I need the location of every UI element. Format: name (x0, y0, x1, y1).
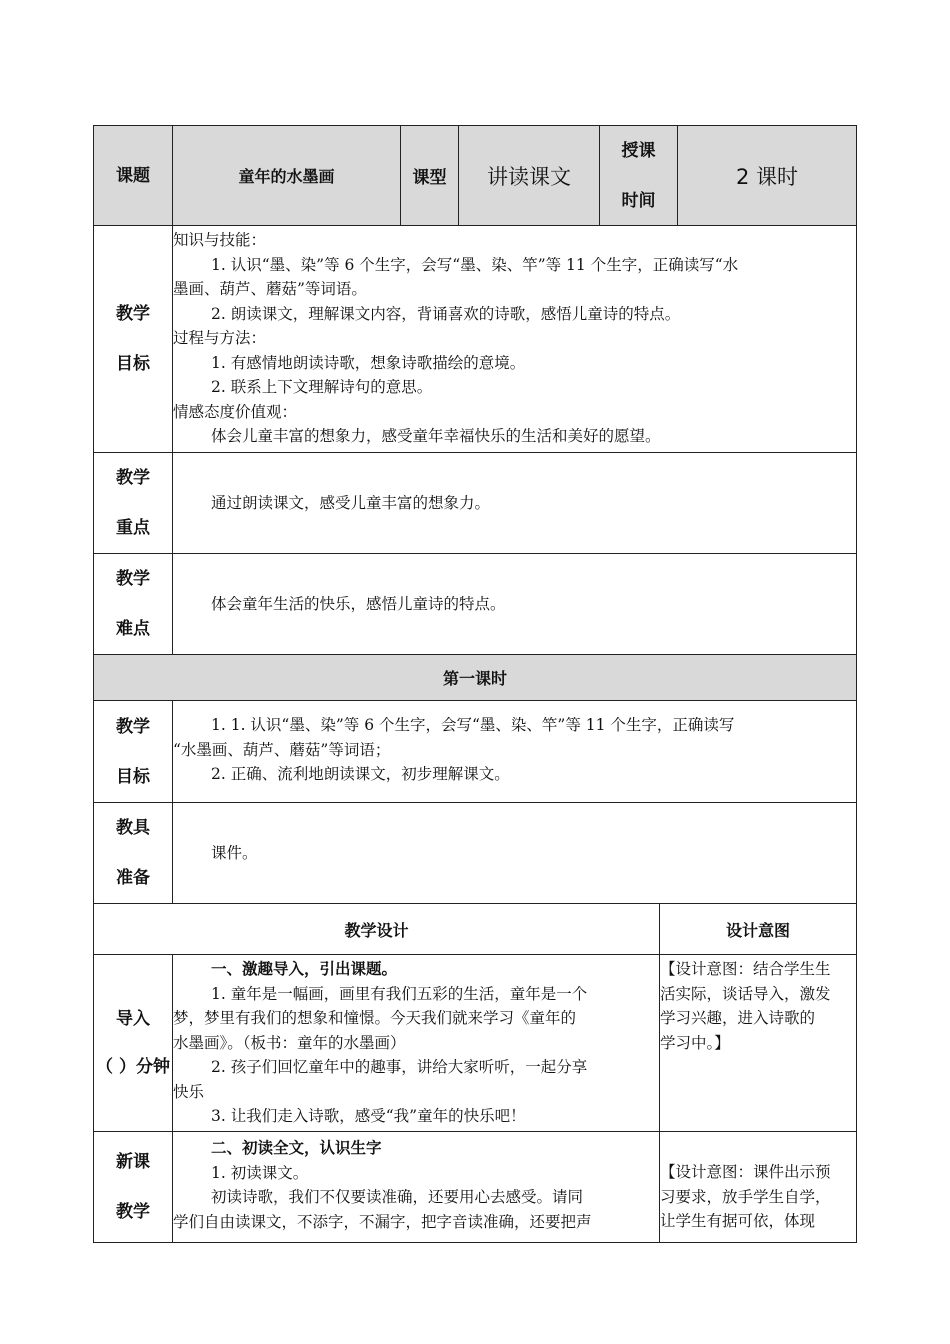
intent-line: 习要求，放手学生自学， (660, 1187, 831, 1206)
new-lesson-heading: 二、初读全文，认识生字 (211, 1138, 382, 1157)
topic-label: 课题 (94, 126, 173, 225)
tools-content (173, 803, 856, 903)
intro-row (93, 955, 857, 1132)
intent-line: 活实际，谈话导入，激发 (660, 984, 831, 1003)
difficulties-row (93, 554, 857, 655)
new-lesson-label: 新课 教学 (94, 1132, 173, 1242)
new-lesson-content (173, 1132, 660, 1242)
new-lesson-line: 学们自由读课文，不添字，不漏字，把字音读准确，还要把声 (173, 1212, 592, 1231)
intent-line: 【设计意图：课件出示预 (660, 1163, 831, 1181)
key-points-content (173, 453, 856, 553)
goals-content (173, 226, 856, 452)
difficulties-label: 教学 难点 (94, 554, 173, 654)
key-points-label: 教学 重点 (94, 453, 173, 553)
intent-line: 让学生有据可依，体现 (660, 1212, 816, 1230)
intro-line: 1. 童年是一幅画，画里有我们五彩的生活，童年是一个 (211, 984, 588, 1003)
type-label: 课型 (401, 126, 459, 225)
difficulties-text: 体会童年生活的快乐，感悟儿童诗的特点。 (211, 594, 506, 613)
new-lesson-line: 初读诗歌，我们不仅要读准确，还要用心去感受。请同 (211, 1188, 584, 1206)
header-row (93, 125, 857, 226)
time-value: 2 课时 (735, 164, 799, 189)
tools-row (93, 803, 857, 904)
design-header-right: 设计意图 (725, 920, 790, 940)
goals-line: 2. 朗读课文，理解课文内容，背诵喜欢的诗歌，感悟儿童诗的特点。 (211, 304, 681, 323)
new-lesson-line: 1. 初读课文。 (211, 1163, 309, 1182)
intro-line: 水墨画》。（板书：童年的水墨画） (173, 1033, 406, 1052)
difficulties-content (173, 554, 856, 654)
intro-line: 3. 让我们走入诗歌，感受“我”童年的快乐吧！ (211, 1107, 526, 1125)
goals-line: 过程与方法： (173, 329, 267, 347)
intro-heading: 一、激趣导入，引出课题。 (211, 959, 398, 978)
intro-content (173, 955, 660, 1131)
design-header-left: 教学设计 (94, 904, 660, 954)
lesson-goals-row (93, 701, 857, 803)
new-lesson-intent (660, 1132, 856, 1242)
topic-value: 童年的水墨画 (173, 126, 401, 225)
lesson-goals-line: 1. 1. 认识“墨、染”等 6 个生字，会写“墨、染、竿”等 11 个生字，正确读写 (211, 716, 735, 734)
intro-intent (660, 955, 856, 1131)
tools-text: 课件。 (211, 843, 258, 862)
lesson-goals-line: 2. 正确、流利地朗读课文，初步理解课文。 (211, 765, 510, 783)
goals-label: 教学 目标 (94, 226, 173, 452)
intent-line: 学习兴趣，进入诗歌的 (660, 1009, 816, 1027)
lesson-goals-line: “水墨画、葫芦、蘑菇”等词语； (173, 740, 391, 759)
lesson-plan-table (93, 125, 857, 1243)
goals-line: 知识与技能： (173, 231, 267, 249)
lesson-title: 第一课时 (93, 655, 857, 701)
type-value: 讲读课文 (459, 126, 600, 225)
key-points-text: 通过朗读课文，感受儿童丰富的想象力。 (211, 493, 491, 512)
goals-line: 墨画、葫芦、蘑菇”等词语。 (173, 280, 367, 298)
new-lesson-row (93, 1132, 857, 1243)
intro-line: 快乐 (173, 1082, 205, 1101)
goals-line: 情感态度价值观： (173, 402, 298, 421)
design-header-row (93, 904, 857, 955)
intent-line: 【设计意图：结合学生生 (660, 960, 831, 978)
intro-label: 导入 （ ）分钟 (94, 955, 173, 1131)
goals-line: 1. 认识“墨、染”等 6 个生字，会写“墨、染、竿”等 11 个生字，正确读写“水 (211, 255, 739, 274)
intent-line: 学习中。】 (660, 1033, 730, 1052)
goals-line: 体会儿童丰富的想象力，感受童年幸福快乐的生活和美好的愿望。 (211, 427, 661, 445)
goals-line: 2. 联系上下文理解诗句的意思。 (211, 378, 433, 396)
intro-line: 梦，梦里有我们的想象和憧憬。今天我们就来学习《童年的 (173, 1009, 577, 1027)
goals-line: 1. 有感情地朗读诗歌，想象诗歌描绘的意境。 (211, 353, 526, 372)
tools-label: 教具 准备 (94, 803, 173, 903)
goals-row (93, 226, 857, 453)
intro-line: 2. 孩子们回忆童年中的趣事，讲给大家听听，一起分享 (211, 1058, 588, 1076)
lesson-goals-content (173, 701, 856, 802)
key-points-row (93, 453, 857, 554)
time-label: 授课 时间 (600, 126, 678, 225)
lesson-goals-label: 教学 目标 (94, 701, 173, 802)
